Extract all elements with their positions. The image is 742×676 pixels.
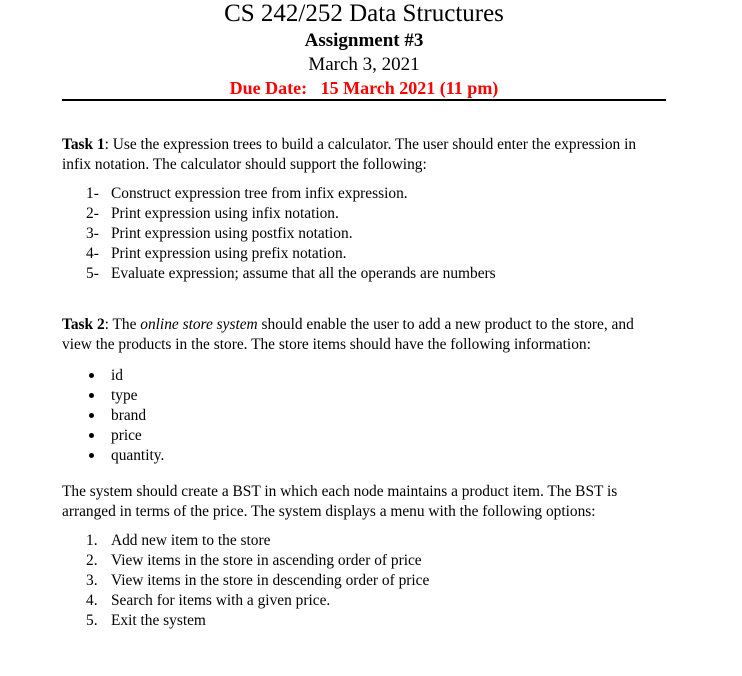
list-item-text: type <box>111 387 138 404</box>
course-title: CS 242/252 Data Structures <box>224 0 504 27</box>
task2-intro-post: should enable the user to add a new product to the store, and <box>257 316 634 333</box>
list-item <box>86 366 646 386</box>
list-item <box>86 551 646 571</box>
task2-intro-pre: : The <box>104 316 141 333</box>
list-item <box>86 264 646 284</box>
list-item <box>86 184 646 204</box>
bst-line2: arranged in terms of the price. The system displays a menu with the following options: <box>62 503 596 520</box>
task2-intro-line2: view the products in the store. The store items should have the following information: <box>62 336 591 353</box>
list-item-text: Print expression using infix notation. <box>111 205 339 222</box>
assignment-date: March 3, 2021 <box>308 54 420 75</box>
list-item-text: Exit the system <box>111 612 206 629</box>
task1-requirements-list <box>86 184 646 284</box>
menu-options-list <box>86 531 646 631</box>
list-item-text: Search for items with a given price. <box>111 592 331 609</box>
task2-intro-italic: online store system <box>140 316 258 333</box>
task1-intro-line2: infix notation. The calculator should support the following: <box>62 156 427 173</box>
list-item-text: quantity. <box>111 447 165 464</box>
list-item-text: price <box>111 427 142 444</box>
list-item <box>86 446 646 466</box>
list-item <box>86 591 646 611</box>
task2-intro <box>62 315 672 355</box>
task1-intro-line1: : Use the expression trees to build a calculator. The user should enter the expression in <box>104 136 637 153</box>
document-header <box>62 0 666 99</box>
header-divider <box>62 99 666 101</box>
list-item-number: 2- <box>86 205 99 222</box>
list-item <box>86 531 646 551</box>
list-item <box>86 386 646 406</box>
task1-intro <box>62 135 672 175</box>
list-item <box>86 406 646 426</box>
bullet-icon <box>86 366 111 386</box>
list-item-text: View items in the store in ascending order of price <box>111 552 422 569</box>
bullet-icon <box>86 406 111 426</box>
list-item <box>86 224 646 244</box>
list-item-number: 4- <box>86 245 99 262</box>
list-item-number: 4. <box>86 592 98 609</box>
list-item-number: 5. <box>86 612 98 629</box>
list-item-number: 1. <box>86 532 98 549</box>
list-item-text: Construct expression tree from infix expression. <box>111 185 408 202</box>
list-item <box>86 244 646 264</box>
list-item-text: id <box>111 367 123 384</box>
task1-label: Task 1 <box>62 136 105 153</box>
bst-line1: The system should create a BST in which each node maintains a product item. The BST is <box>62 483 618 500</box>
list-item-text: View items in the store in descending order of price <box>111 572 430 589</box>
assignment-title: Assignment #3 <box>304 30 424 51</box>
list-item-text: Add new item to the store <box>111 532 271 549</box>
list-item <box>86 611 646 631</box>
bullet-icon <box>86 386 111 406</box>
list-item-number: 1- <box>86 185 99 202</box>
list-item-number: 3- <box>86 225 99 242</box>
list-item-text: Evaluate expression; assume that all the operands are numbers <box>111 265 496 282</box>
bullet-icon <box>86 426 111 446</box>
bst-description <box>62 482 672 522</box>
list-item <box>86 204 646 224</box>
bullet-icon <box>86 446 111 466</box>
list-item-number: 3. <box>86 572 98 589</box>
due-date: Due Date: 15 March 2021 (11 pm) <box>229 78 499 98</box>
product-fields-list <box>86 366 646 466</box>
list-item <box>86 571 646 591</box>
list-item-text: brand <box>111 407 147 424</box>
list-item <box>86 426 646 446</box>
task2-label: Task 2 <box>62 316 105 333</box>
list-item-text: Print expression using postfix notation. <box>111 225 353 242</box>
list-item-number: 5- <box>86 265 99 282</box>
list-item-number: 2. <box>86 552 98 569</box>
list-item-text: Print expression using prefix notation. <box>111 245 347 262</box>
